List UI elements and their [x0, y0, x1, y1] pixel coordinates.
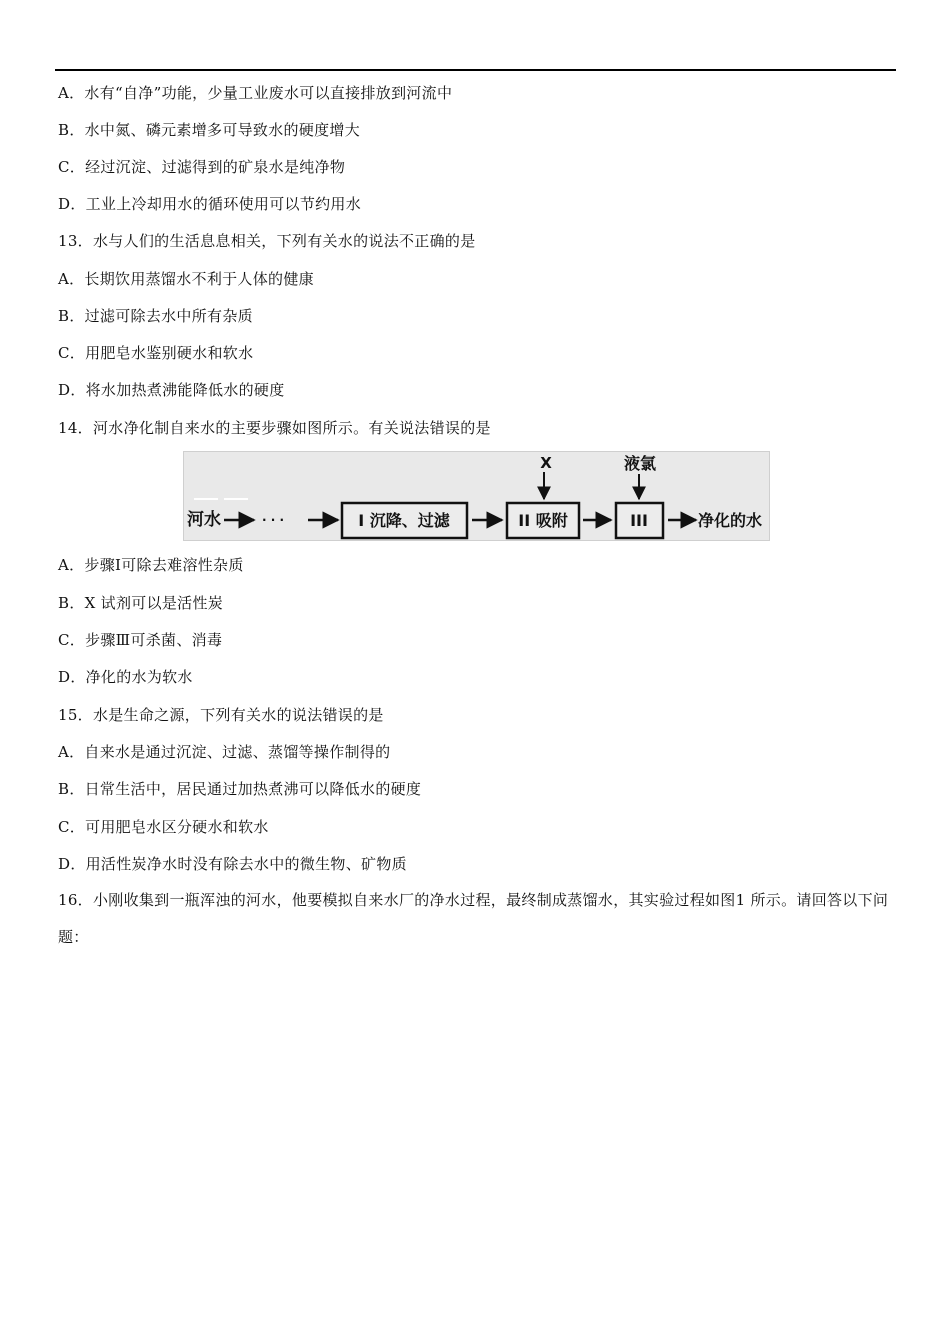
option-12b: B．水中氮、磷元素增多可导致水的硬度增大 — [58, 121, 361, 139]
option-15c: C．可用肥皂水区分硬水和软水 — [58, 818, 269, 836]
option-14b: B．X 试剂可以是活性炭 — [58, 594, 224, 612]
question-13: 13．水与人们的生活息息相关，下列有关水的说法不正确的是 — [58, 232, 476, 250]
option-15b: B．日常生活中，居民通过加热煮沸可以降低水的硬度 — [58, 780, 422, 798]
option-13c: C．用肥皂水鉴别硬水和软水 — [58, 344, 254, 362]
liquid-chlorine-label: 液氯 — [623, 454, 657, 473]
option-14a: A．步骤Ⅰ可除去难溶性杂质 — [58, 556, 244, 574]
water-purification-diagram — [183, 451, 770, 541]
step2-label: II 吸附 — [518, 511, 568, 530]
option-12c: C．经过沉淀、过滤得到的矿泉水是纯净物 — [58, 158, 346, 176]
option-13a: A．长期饮用蒸馏水不利于人体的健康 — [58, 270, 314, 288]
question-16: 16．小刚收集到一瓶浑浊的河水，他要模拟自来水厂的净水过程，最终制成蒸馏水，其实验过程如图1 所示。请回答以下问题： — [58, 891, 889, 946]
option-13b: B．过滤可除去水中所有杂质 — [58, 307, 253, 325]
reagent-x-label: X — [540, 454, 552, 472]
step3-label: III — [630, 511, 648, 530]
option-12d: D．工业上冷却用水的循环使用可以节约用水 — [58, 195, 362, 213]
option-15a: A．自来水是通过沉淀、过滤、蒸馏等操作制得的 — [58, 743, 391, 761]
flow-diagram-svg — [184, 452, 769, 540]
purified-water-label: 净化的水 — [698, 511, 763, 530]
question-15: 15．水是生命之源，下列有关水的说法错误的是 — [58, 706, 384, 724]
ellipsis-dots: · · · — [262, 513, 285, 527]
header-rule — [55, 69, 896, 71]
option-14d: D．净化的水为软水 — [58, 668, 193, 686]
option-14c: C．步骤Ⅲ可杀菌、消毒 — [58, 631, 223, 649]
step1-label: I 沉降、过滤 — [358, 511, 450, 530]
option-13d: D．将水加热煮沸能降低水的硬度 — [58, 381, 285, 399]
question-14: 14．河水净化制自来水的主要步骤如图所示。有关说法错误的是 — [58, 419, 491, 437]
river-water-label: 河水 — [187, 510, 221, 530]
option-15d: D．用活性炭净水时没有除去水中的微生物、矿物质 — [58, 855, 407, 873]
option-12a: A．水有“自净”功能，少量工业废水可以直接排放到河流中 — [58, 84, 453, 102]
